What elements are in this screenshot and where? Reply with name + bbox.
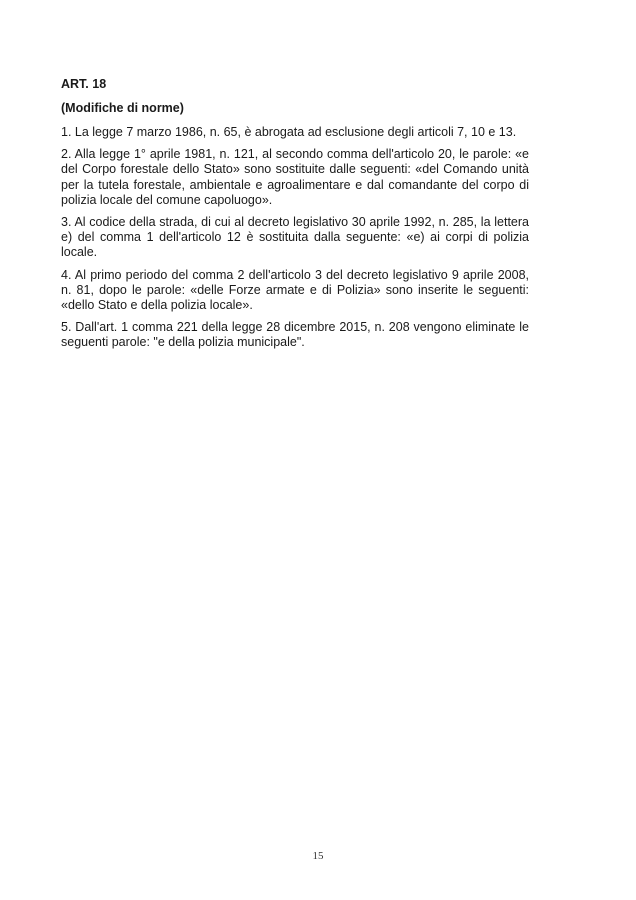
article-subtitle: (Modifiche di norme)	[61, 101, 184, 115]
paragraph-5: 5. Dall'art. 1 comma 221 della legge 28 dicembre 2015, n. 208 vengono eliminate le seguenti parole: "e della polizia municipale".	[61, 320, 529, 350]
article-title: ART. 18	[61, 77, 107, 91]
paragraph-1: 1. La legge 7 marzo 1986, n. 65, è abrogata ad esclusione degli articoli 7, 10 e 13.	[61, 125, 517, 139]
paragraph-3: 3. Al codice della strada, di cui al decreto legislativo 30 aprile 1992, n. 285, la lettera e) del comma 1 dell'articolo 12 è sostituita dalla seguente: «e) ai corpi di polizia locale.	[61, 215, 529, 260]
page-number: 15	[312, 850, 324, 862]
article-body	[61, 76, 529, 358]
paragraph-4: 4. Al primo periodo del comma 2 dell'articolo 3 del decreto legislativo 9 aprile 2008, n. 81, dopo le parole: «delle Forze armate e di Polizia» sono inserite le seguenti: «dello Stato e della polizia locale».	[61, 267, 529, 313]
paragraph-2: 2. Alla legge 1° aprile 1981, n. 121, al secondo comma dell'articolo 20, le parole: «e del Corpo forestale dello Stato» sono sostituite dalle seguenti: «del Comando unità per la tutela forestale, ambientale e agroalimentare e dal comandante del corpo di polizia locale del comune capoluogo».	[61, 147, 529, 207]
